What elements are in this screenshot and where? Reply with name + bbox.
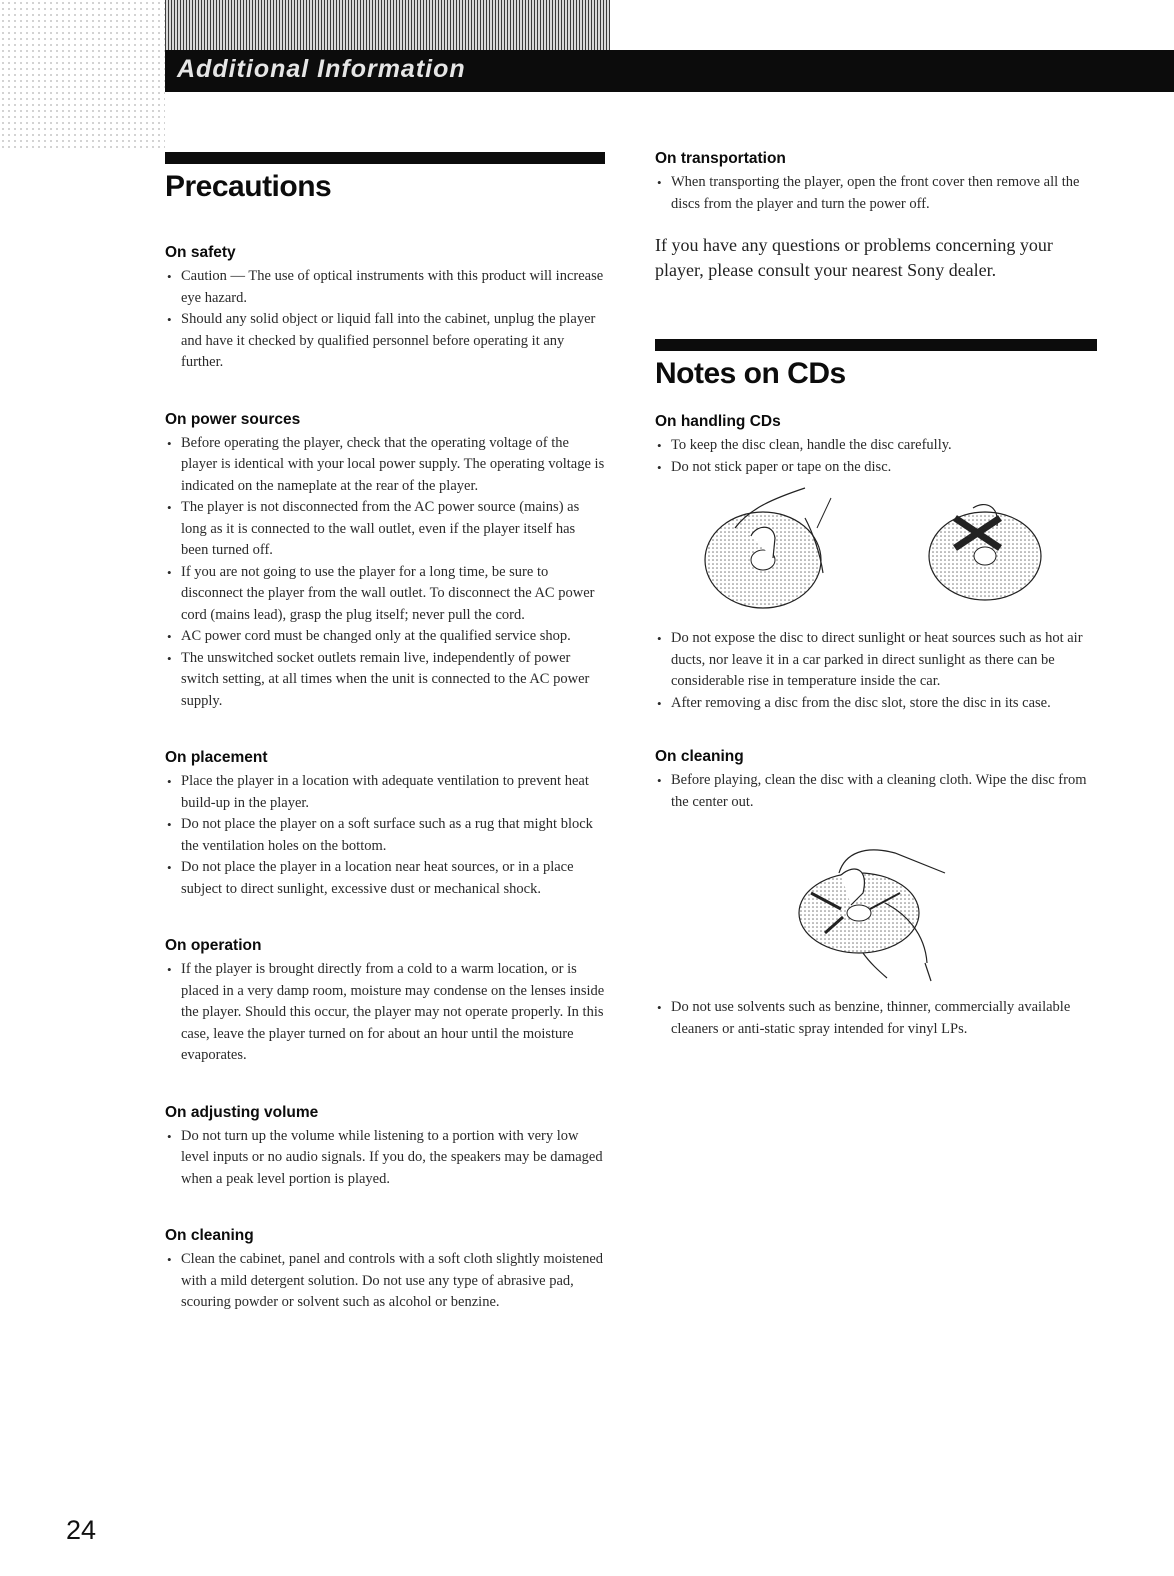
notes-on-cds-heading: Notes on CDs: [655, 357, 846, 390]
questions-paragraph: If you have any questions or problems concerning your player, please consult your nearest Sony dealer.: [655, 235, 1053, 280]
section-title: On safety: [165, 244, 236, 261]
list-item: • Do not use solvents such as benzine, thinner, commercially available cleaners or anti-static spray intended for vinyl LPs.: [655, 997, 1097, 1040]
list-item: • After removing a disc from the disc slot, store the disc in its case.: [655, 693, 1097, 715]
disc-held-correctly-icon: [705, 488, 831, 608]
list-item: • AC power cord must be changed only at the qualified service shop.: [165, 626, 605, 648]
list-item: • Do not place the player on a soft surface such as a rug that might block the ventilation holes on the bottom.: [165, 814, 605, 857]
disc-touched-incorrectly-icon: [929, 505, 1041, 600]
halftone-corner-pattern: [0, 0, 165, 150]
section-title: On handling CDs: [655, 413, 781, 430]
section-title: On cleaning: [165, 1227, 254, 1244]
power-sources-section: [165, 411, 605, 713]
adjusting-volume-section: [165, 1104, 605, 1191]
disc-cleaning-illustration: [655, 813, 1097, 991]
precautions-column: [165, 152, 605, 1314]
list-item: • Caution — The use of optical instruments with this product will increase eye hazard.: [165, 266, 605, 309]
list-item: • Should any solid object or liquid fall into the cabinet, unplug the player and have it checked by qualified personnel before operating it any further.: [165, 309, 605, 374]
operation-section: [165, 937, 605, 1067]
list-item: • Do not stick paper or tape on the disc.: [655, 457, 1097, 479]
right-column: [655, 150, 1097, 1040]
heading-rule: [655, 339, 1097, 351]
placement-section: [165, 749, 605, 900]
list-item: • The player is not disconnected from the AC power source (mains) as long as it is connected to the wall outlet, even if the player itself has been turned off.: [165, 497, 605, 562]
handling-cds-section: [655, 413, 1097, 714]
safety-section: [165, 244, 605, 374]
list-item: • Do not place the player in a location near heat sources, or in a place subject to direct sunlight, excessive dust or mechanical shock.: [165, 857, 605, 900]
list-item: • Clean the cabinet, panel and controls with a soft cloth slightly moistened with a mild detergent solution. Do not use any type of abrasive pad, scouring powder or solvent such as alcohol or benzine.: [165, 1249, 605, 1314]
list-item: • Before operating the player, check that the operating voltage of the player is identical with your local power supply. The operating voltage is indicated on the nameplate at the rear of the player.: [165, 433, 605, 498]
list-item: • When transporting the player, open the front cover then remove all the discs from the player and turn the power off.: [655, 172, 1097, 215]
list-item: • If you are not going to use the player for a long time, be sure to disconnect the player from the wall outlet. To disconnect the AC power cord (mains lead), grasp the plug itself; never pull the cord.: [165, 562, 605, 627]
precautions-heading: Precautions: [165, 170, 332, 203]
list-item: • To keep the disc clean, handle the disc carefully.: [655, 435, 1097, 457]
disc-cleaning-icon: [799, 850, 945, 981]
list-item: • Do not expose the disc to direct sunlight or heat sources such as hot air ducts, nor leave it in a car parked in direct sunlight as there can be considerable rise in temperature inside the car.: [655, 628, 1097, 693]
section-title: On cleaning: [655, 748, 744, 765]
transportation-section: [655, 150, 1097, 215]
section-title: On transportation: [655, 150, 786, 167]
section-title: On adjusting volume: [165, 1103, 319, 1121]
disc-cleaning-section: [655, 748, 1097, 1040]
section-header-title: Additional Information: [177, 55, 466, 83]
list-item: • The unswitched socket outlets remain live, independently of power switch setting, at all times when the unit is connected to the AC power supply.: [165, 648, 605, 713]
section-title: On power sources: [165, 410, 301, 428]
list-item: • If the player is brought directly from a cold to a warm location, or is placed in a very damp room, moisture may condense on the lenses inside the player. Should this occur, the player may not operate properly. In this case, leave the player turned on for about an hour until the moisture evaporates.: [165, 959, 605, 1067]
heading-rule: [165, 152, 605, 164]
disc-handling-illustration: [655, 478, 1097, 618]
list-item: • Do not turn up the volume while listening to a portion with very low level inputs or no audio signals. If you do, the speakers may be damaged when a peak level portion is played.: [165, 1126, 605, 1191]
list-item: • Before playing, clean the disc with a cleaning cloth. Wipe the disc from the center out.: [655, 770, 1097, 813]
section-title: On operation: [165, 937, 262, 954]
list-item: • Place the player in a location with adequate ventilation to prevent heat build-up in the player.: [165, 771, 605, 814]
page-number: 24: [66, 1515, 97, 1545]
section-title: On placement: [165, 749, 268, 766]
header-hatch-pattern: [165, 0, 610, 50]
cabinet-cleaning-section: [165, 1227, 605, 1314]
section-header-band: [165, 50, 1174, 92]
